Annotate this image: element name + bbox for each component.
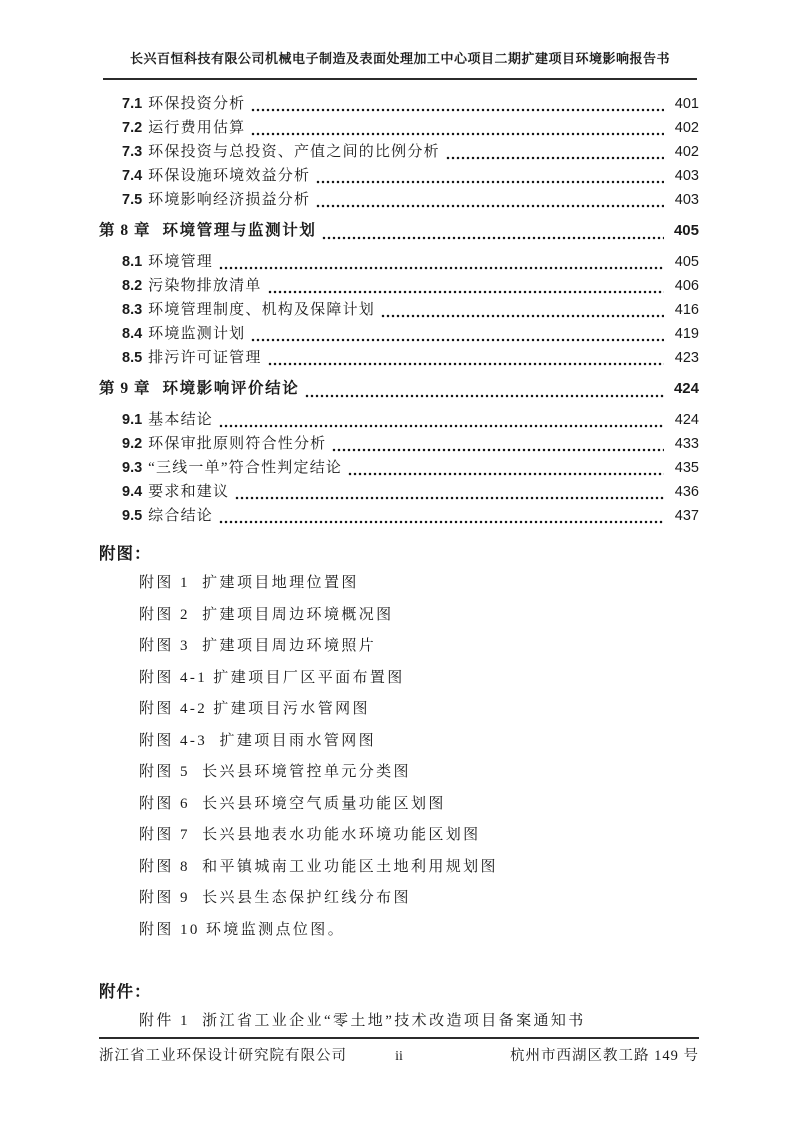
- figure-list-item: 附图 6 长兴县环境空气质量功能区划图: [139, 795, 446, 812]
- page-footer: [99, 1037, 699, 1065]
- toc-dot-leader: [268, 362, 664, 366]
- toc-page-number: 437: [674, 508, 699, 524]
- toc-dot-leader: [348, 472, 664, 476]
- toc-entry-number: 第 9 章: [99, 380, 151, 397]
- toc-page-number: 405: [674, 254, 699, 270]
- toc-entry-title: 环境管理与监测计划: [162, 222, 317, 239]
- figure-list-item: 附图 5 长兴县环境管控单元分类图: [139, 764, 411, 780]
- toc-entry-title: 环境管理制度、机构及保障计划: [148, 302, 375, 318]
- toc-entry-title: 环境管理: [148, 254, 213, 270]
- toc-entry-number: 7.4: [122, 168, 143, 184]
- toc-entry-title: 环保投资分析: [148, 96, 246, 112]
- toc-entry-number: 7.5: [122, 192, 143, 208]
- toc-dot-leader: [251, 338, 664, 342]
- toc-entry-number: 9.4: [122, 484, 143, 500]
- toc-page-number: 435: [674, 460, 699, 476]
- attachments-heading: 附件：: [99, 982, 152, 1001]
- toc-entry-title: 排污许可证管理: [148, 350, 262, 366]
- footer-page-number: ii: [395, 1049, 403, 1064]
- toc-entry-number: 8.3: [122, 302, 143, 318]
- figure-list-item: 附图 4-2 扩建项目污水管网图: [139, 701, 370, 717]
- figure-list-item: 附图 3 扩建项目周边环境照片: [139, 638, 377, 654]
- toc-entry-title: 基本结论: [148, 412, 213, 428]
- toc-list: [99, 92, 699, 528]
- toc-page-number: 405: [673, 222, 699, 239]
- figure-list-item: 附图 4-3 扩建项目雨水管网图: [139, 732, 377, 749]
- toc-dot-leader: [446, 156, 664, 160]
- header-rule: [103, 78, 697, 80]
- toc-entry-row: [99, 346, 699, 370]
- toc-page-number: 402: [674, 144, 699, 160]
- toc-entry-number: 8.2: [122, 278, 143, 294]
- figures-heading: 附图：: [99, 544, 152, 563]
- toc-entry-title: 要求和建议: [148, 484, 230, 500]
- toc-entry-row: [99, 456, 699, 480]
- figure-list-item: 附图 2 扩建项目周边环境概况图: [139, 606, 394, 623]
- toc-entry-row: [99, 140, 699, 164]
- toc-page-number: 436: [674, 484, 699, 500]
- toc-entry-number: 8.1: [122, 254, 143, 270]
- toc-entry-number: 第 8 章: [99, 222, 151, 239]
- toc-entry-row: [99, 432, 699, 456]
- figure-list-item: 附图 10 环境监测点位图。: [139, 921, 346, 938]
- toc-dot-leader: [219, 520, 664, 524]
- page-header: [0, 0, 800, 80]
- toc-dot-leader: [251, 132, 664, 136]
- toc-page-number: 423: [674, 350, 699, 366]
- toc-entry-title: 环保设施环境效益分析: [148, 168, 311, 184]
- toc-dot-leader: [332, 448, 664, 452]
- toc-dot-leader: [219, 266, 664, 270]
- toc-entry-row: [99, 480, 699, 504]
- toc-entry-title: 环境影响经济损益分析: [148, 192, 311, 208]
- toc-page-number: 416: [674, 302, 699, 318]
- toc-page-number: 424: [674, 412, 699, 428]
- toc-entry-number: 8.4: [122, 326, 143, 342]
- figure-list-item: 附图 7 长兴县地表水功能水环境功能区划图: [139, 827, 481, 843]
- toc-entry-title: 环保投资与总投资、产值之间的比例分析: [148, 144, 440, 160]
- toc-page-number: 402: [674, 120, 699, 136]
- toc-entry-row: [99, 188, 699, 212]
- toc-page-number: 401: [674, 96, 699, 112]
- toc-dot-leader: [235, 496, 664, 500]
- toc-entry-title: 环境监测计划: [148, 326, 246, 342]
- toc-entry-row: [99, 116, 699, 140]
- toc-dot-leader: [316, 180, 664, 184]
- figure-list-item: 附图 9 长兴县生态保护红线分布图: [139, 890, 411, 906]
- toc-page-number: 419: [674, 326, 699, 342]
- toc-chapter-row: [99, 218, 699, 244]
- toc-entry-row: [99, 298, 699, 322]
- toc-entry-number: 7.2: [122, 120, 143, 136]
- footer-company-name: 浙江省工业环保设计研究院有限公司: [99, 1048, 347, 1064]
- toc-entry-row: [99, 92, 699, 116]
- attachments-list: [99, 1006, 699, 1038]
- toc-entry-number: 9.1: [122, 412, 143, 428]
- toc-entry-title: 运行费用估算: [148, 120, 246, 136]
- toc-dot-leader: [219, 424, 664, 428]
- toc-dot-leader: [251, 108, 664, 112]
- figures-list: [99, 568, 699, 946]
- toc-content: [99, 92, 699, 1038]
- figure-list-item: 附图 1 扩建项目地理位置图: [139, 575, 359, 591]
- toc-entry-row: [99, 408, 699, 432]
- toc-entry-title: 污染物排放清单: [148, 278, 262, 294]
- toc-page-number: 424: [673, 380, 699, 397]
- toc-entry-title: 环境影响评价结论: [162, 380, 300, 397]
- toc-entry-row: [99, 504, 699, 528]
- toc-entry-row: [99, 164, 699, 188]
- toc-page-number: 406: [674, 278, 699, 294]
- figure-list-item: 附图 8 和平镇城南工业功能区土地利用规划图: [139, 858, 498, 875]
- toc-dot-leader: [305, 394, 664, 398]
- toc-entry-number: 7.1: [122, 96, 143, 112]
- toc-page-number: 403: [674, 192, 699, 208]
- toc-chapter-row: [99, 376, 699, 402]
- toc-dot-leader: [322, 236, 664, 240]
- toc-dot-leader: [316, 204, 664, 208]
- toc-dot-leader: [268, 290, 664, 294]
- toc-entry-title: 环保审批原则符合性分析: [148, 436, 327, 452]
- toc-entry-number: 9.3: [122, 460, 143, 476]
- toc-entry-title: 综合结论: [148, 508, 213, 524]
- toc-entry-number: 7.3: [122, 144, 143, 160]
- figure-list-item: 附图 4-1 扩建项目厂区平面布置图: [139, 669, 405, 686]
- footer-address: 杭州市西湖区教工路 149 号: [510, 1048, 699, 1064]
- toc-dot-leader: [381, 314, 664, 318]
- toc-entry-row: [99, 274, 699, 298]
- header-title: 长兴百恒科技有限公司机械电子制造及表面处理加工中心项目二期扩建项目环境影响报告书: [129, 51, 670, 66]
- toc-entry-number: 9.5: [122, 508, 143, 524]
- attachment-list-item: 附件 1 浙江省工业企业“零土地”技术改造项目备案通知书: [139, 1013, 586, 1029]
- toc-entry-title: “三线一单”符合性判定结论: [148, 460, 343, 476]
- toc-entry-row: [99, 250, 699, 274]
- toc-entry-number: 9.2: [122, 436, 143, 452]
- toc-entry-number: 8.5: [122, 350, 143, 366]
- toc-page-number: 433: [674, 436, 699, 452]
- toc-page-number: 403: [674, 168, 699, 184]
- toc-entry-row: [99, 322, 699, 346]
